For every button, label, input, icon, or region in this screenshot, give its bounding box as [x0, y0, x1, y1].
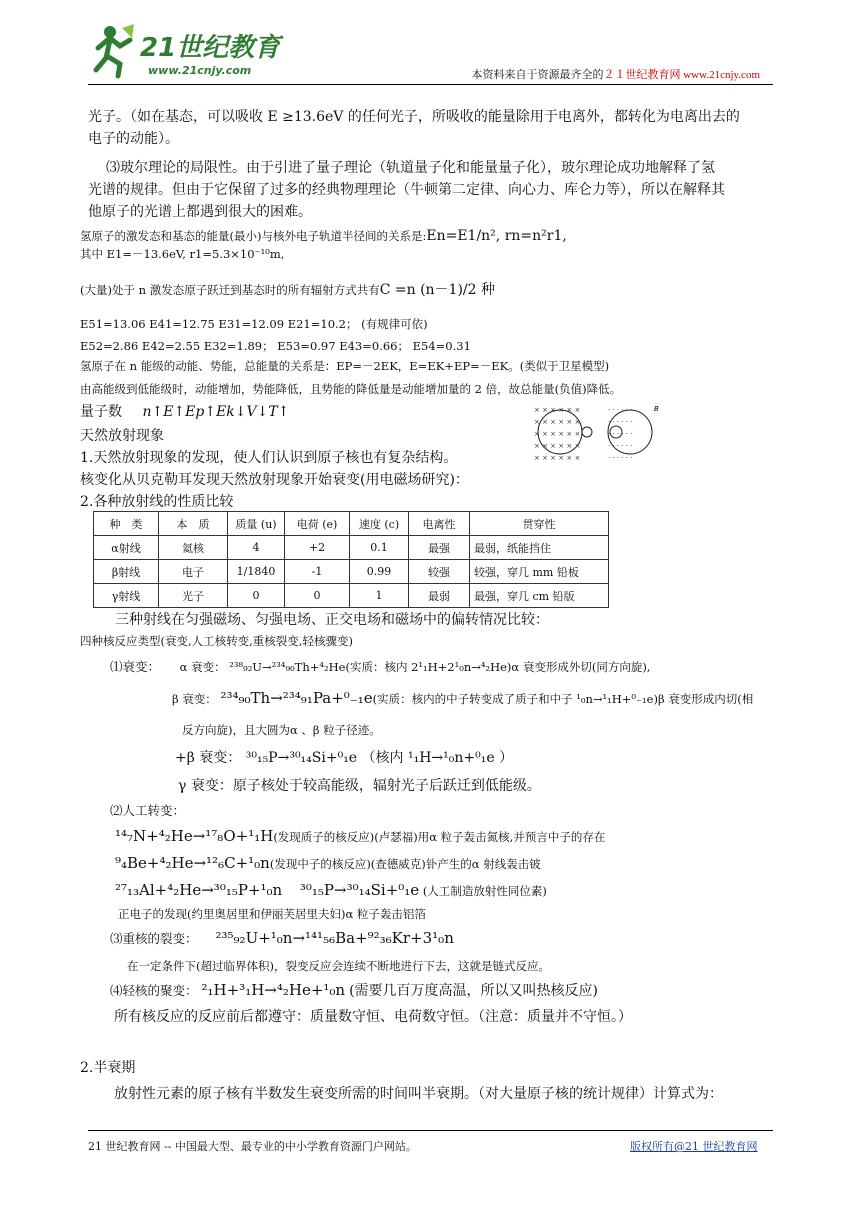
table-row [94, 584, 609, 608]
text-line: ⑷轻核的聚变： ²₁H+³₁H→⁴₂He+¹₀n (需要几百万度高温，所以又叫热核反应) [110, 981, 599, 999]
text-line: 所有核反应的反应前后都遵守：质量数守恒、电荷数守恒。（注意：质量并不守恒。） [114, 1009, 632, 1025]
text-line: β 衰变： ²³⁴₉₀Th→²³⁴₉₁Pa+⁰₋₁e(实质：核内的中子转变成了质子和中子 ¹₀n→¹₁H+⁰₋₁e)β 衰变形成内切(相 [172, 689, 754, 707]
text-line: 电子的动能）。 [88, 131, 179, 147]
text-line: (大量)处于 n 激发态原子跃迁到基态时的所有辐射方式共有C =n (n－1)/2 种 [80, 282, 495, 298]
formula: ²⁷₁₃Al+⁴₂He→³⁰₁₅P+¹₀n [115, 881, 283, 899]
table-header: 电离性 [409, 512, 470, 536]
header-note: 本资料来自于资源最齐全的２１世纪教育网 www.21cnjy.com [471, 69, 760, 81]
formula: n↑E↑Ep↑Ek↓V↓T↑ [142, 404, 290, 420]
text-line: 反方向旋)，且大圆为α 、β 粒子径迹。 [182, 723, 381, 737]
formula: ³⁰₁₅P→³⁰₁₄Si+⁰₁e [245, 750, 358, 766]
text-line: 由高能级到低能级时，动能增加，势能降低，且势能的降低量是动能增加量的 2 倍，故总能量(负值)降低。 [80, 382, 622, 396]
table-cell: α射线 [94, 536, 159, 560]
svg-text:· · · · · ·: · · · · · · [608, 442, 633, 450]
table-cell: β射线 [94, 560, 159, 584]
text-line: ¹⁴₇N+⁴₂He→¹⁷₈O+¹₁H(发现质子的核反应)(卢瑟福)用α 粒子轰击氮核,并预言中子的存在 [115, 827, 606, 845]
table-cell: -1 [285, 560, 350, 584]
formula: ²³⁵₉₂U+¹₀n→¹⁴¹₅₆Ba+⁹²₃₆Kr+3¹₀n [215, 929, 454, 947]
text-line: 三种射线在匀强磁场、匀强电场、正交电场和磁场中的偏转情况比较： [115, 612, 549, 628]
svg-text:× × × × × ×: × × × × × × [534, 442, 581, 450]
section-heading: 天然放射现象 [80, 428, 164, 444]
site-logo [88, 20, 288, 82]
table-cell: 最强 [409, 536, 470, 560]
svg-text:× × × × × ×: × × × × × × [534, 418, 581, 426]
text-line: E51=13.06 E41=12.75 E31=12.09 E21=10.2； (有规律可依) [80, 317, 428, 331]
nucleus-track-circle [582, 427, 592, 437]
table-header: 贯穿性 [470, 512, 609, 536]
section-heading: 2.各种放射线的性质比较 [80, 494, 234, 510]
table-cell: 1/1840 [228, 560, 285, 584]
table-cell: 电子 [159, 560, 228, 584]
table-cell: +2 [285, 536, 350, 560]
text-line: 放射性元素的原子核有半数发生衰变所需的时间叫半衰期。（对大量原子核的统计规律）计算式为： [114, 1086, 723, 1102]
logo-url: www.21cnjy.com [148, 64, 252, 77]
table-cell: 最弱，纸能挡住 [470, 536, 609, 560]
table-header: 速度 (c) [350, 512, 409, 536]
svg-text:· · · · · ·: · · · · · · [608, 430, 633, 438]
text-line: ⑵人工转变： [110, 803, 186, 818]
formula: ³⁰₁₅P→³⁰₁₄Si+⁰₁e [299, 881, 420, 899]
table-cell: 最强，穿几 cm 铅版 [470, 584, 609, 608]
text-line: 他原子的光谱上都遇到很大的困难。 [88, 204, 312, 220]
text-line: ⑶玻尔理论的局限性。由于引进了量子理论（轨道量子化和能量量子化），玻尔理论成功地解释了氢 [106, 160, 715, 176]
text-line: +β 衰变： ³⁰₁₅P→³⁰₁₄Si+⁰₁e （核内 ¹₁H→¹₀n+⁰₁e ） [175, 750, 514, 766]
table-row [94, 536, 609, 560]
formula: C =n (n－1)/2 种 [379, 282, 495, 298]
text-line: ⑴衰变： α 衰变： ²³⁸₉₂U→²³⁴₉₀Th+⁴₂He(实质：核内 2¹₁H+2¹₀n→⁴₂He)α 衰变形成外切(同方向旋), [110, 659, 651, 674]
text-line: 1.天然放射现象的发现，使人们认识到原子核也有复杂结构。 [80, 450, 458, 466]
table-row [94, 560, 609, 584]
text-line: 核变化从贝克勒耳发现天然放射现象开始衰变(用电磁场研究)： [80, 472, 469, 488]
section-heading: 2.半衰期 [80, 1060, 136, 1076]
magnetic-field-figure [530, 402, 670, 464]
text-line: γ 衰变：原子核处于较高能级，辐射光子后跃迁到低能级。 [178, 778, 541, 794]
svg-text:× × × × × ×: × × × × × × [534, 454, 581, 462]
svg-text:· · · · · ·: · · · · · · [608, 406, 633, 414]
footer-text: 21 世纪教育网 -- 中国最大型、最专业的中小学教育资源门户网站。 [88, 1140, 417, 1153]
svg-text:· · · · · ·: · · · · · · [608, 418, 633, 426]
table-cell: 较强，穿几 mm 铅板 [470, 560, 609, 584]
table-header: 种 类 [94, 512, 159, 536]
footer-divider [88, 1130, 773, 1131]
text-line: ⁹₄Be+⁴₂He→¹²₆C+¹₀n(发现中子的核反应)(查德威克)钋产生的α 射线轰击铍 [115, 854, 541, 872]
table-header: 电荷 (e) [285, 512, 350, 536]
table-cell: 氦核 [159, 536, 228, 560]
text-line: 正电子的发现(约里奥居里和伊丽芙居里夫妇)α 粒子轰击铝箔 [118, 907, 426, 921]
table-cell: 0.99 [350, 560, 409, 584]
formula: ²₁H+³₁H→⁴₂He+¹₀n [201, 981, 346, 999]
table-cell: 0.1 [350, 536, 409, 560]
table-cell: 较强 [409, 560, 470, 584]
header-highlight: ２１世纪教育网 [603, 69, 681, 81]
table-cell: 光子 [159, 584, 228, 608]
formula: ²³⁴₉₀Th→²³⁴₉₁Pa+⁰₋₁e [220, 689, 373, 707]
formula: ²³⁸₉₂U→²³⁴₉₀Th+⁴₂He [229, 660, 346, 674]
runner-icon [96, 24, 134, 76]
table-cell: 0 [285, 584, 350, 608]
svg-text:× × × × × ×: × × × × × × [534, 406, 581, 414]
text-line: 光子。（如在基态，可以吸收 E ≥13.6eV 的任何光子，所吸收的能量除用于电离外，都转化为电离出去的 [88, 109, 740, 125]
radiation-comparison-table [93, 511, 609, 608]
formula: ¹⁴₇N+⁴₂He→¹⁷₈O+¹₁H [115, 827, 274, 845]
text-line: 其中 E1=－13.6eV, r1=5.3×10⁻¹⁰m, [80, 247, 285, 261]
table-header: 质量 (u) [228, 512, 285, 536]
table-cell: 4 [228, 536, 285, 560]
formula: En=E1/n², rn=n²r1, [426, 228, 567, 244]
text-line: E52=2.86 E42=2.55 E32=1.89； E53=0.97 E43=0.66； E54=0.31 [80, 339, 471, 353]
table-header-row [94, 512, 609, 536]
logo-title: 21世纪教育 [140, 33, 281, 63]
text-line: ²⁷₁₃Al+⁴₂He→³⁰₁₅P+¹₀n ³⁰₁₅P→³⁰₁₄Si+⁰₁e (人工制造放射性同位素) [115, 881, 547, 899]
b-field-label: B [654, 405, 659, 413]
copyright-link[interactable]: 版权所有@21 世纪教育网 [630, 1140, 758, 1153]
header-divider [88, 84, 773, 85]
formula: ⁹₄Be+⁴₂He→¹²₆C+¹₀n [115, 854, 270, 872]
table-cell: 最弱 [409, 584, 470, 608]
svg-text:× × × × × ×: × × × × × × [534, 430, 581, 438]
header-url: www.21cnjy.com [683, 69, 760, 81]
svg-text:· · · · · ·: · · · · · · [608, 454, 633, 462]
text-line: 在一定条件下(超过临界体积)，裂变反应会连续不断地进行下去，这就是链式反应。 [127, 959, 550, 973]
text-line: 量子数 n↑E↑Ep↑Ek↓V↓T↑ [80, 404, 290, 420]
text-line: 四种核反应类型(衰变,人工核转变,重核裂变,轻核骤变) [80, 634, 353, 648]
table-cell: γ射线 [94, 584, 159, 608]
table-cell: 0 [228, 584, 285, 608]
table-cell: 1 [350, 584, 409, 608]
table-header: 本 质 [159, 512, 228, 536]
text-line: 光谱的规律。但由于它保留了过多的经典物理理论（牛顿第二定律、向心力、库仑力等），所以在解释其 [88, 182, 725, 198]
text-line: 氢原子的激发态和基态的能量(最小)与核外电子轨道半径间的关系是:En=E1/n², rn=n²r1, [80, 228, 567, 244]
text-line: ⑶重核的裂变： ²³⁵₉₂U+¹₀n→¹⁴¹₅₆Ba+⁹²₃₆Kr+3¹₀n [110, 929, 454, 947]
text-line: 氢原子在 n 能级的动能、势能，总能量的关系是：EP=－2EK，E=EK+EP=－EK。(类似于卫星模型) [80, 359, 610, 373]
